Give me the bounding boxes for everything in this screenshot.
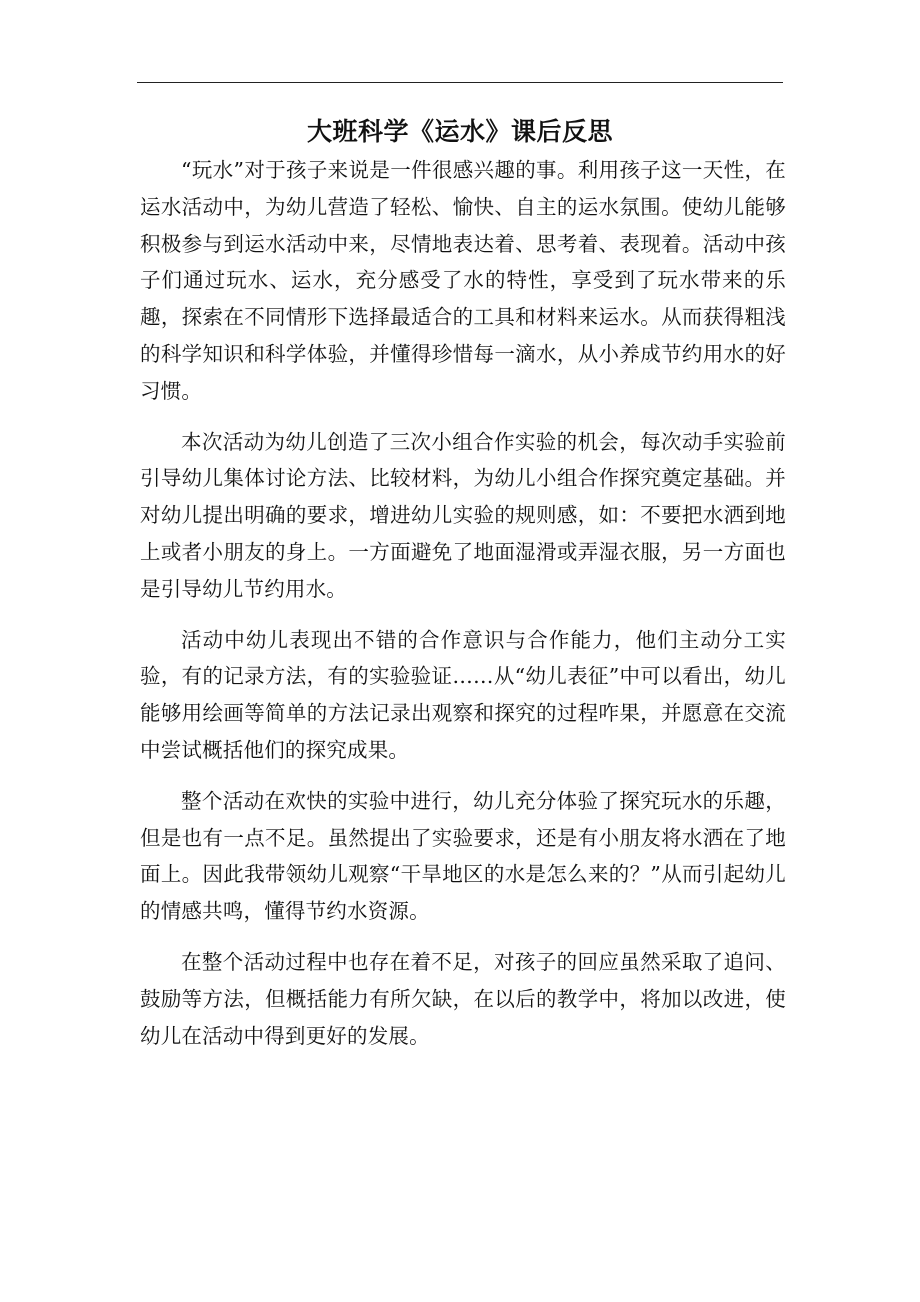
paragraph-2: 本次活动为幼儿创造了三次小组合作实验的机会，每次动手实验前引导幼儿集体讨论方法、比较材料，为幼儿小组合作探究奠定基础。并对幼儿提出明确的要求，增进幼儿实验的规则感，如：不要把水洒到地上或者小朋友的身上。一方面避免了地面湿滑或弄湿衣服，另一方面也是引导幼儿节约用水。 (140, 429, 786, 601)
paragraph-1: “玩水”对于孩子来说是一件很感兴趣的事。利用孩子这一天性，在运水活动中，为幼儿营造了轻松、愉快、自主的运水氛围。使幼儿能够积极参与到运水活动中来，尽情地表达着、思考着、表现着。活动中孩子们通过玩水、运水，充分感受了水的特性，享受到了玩水带来的乐趣，探索在不同情形下选择最适合的工具和材料来运水。从而获得粗浅的科学知识和科学体验，并懂得珍惜每一滴水，从小养成节约用水的好习惯。 (140, 158, 786, 403)
paragraph-3: 活动中幼儿表现出不错的合作意识与合作能力，他们主动分工实验，有的记录方法，有的实验验证……从“幼儿表征”中可以看出，幼儿能够用绘画等简单的方法记录出观察和探究的过程咋果，并愿意在交流中尝试概括他们的探究成果。 (140, 627, 786, 762)
paragraph-5: 在整个活动过程中也存在着不足，对孩子的回应虽然采取了追问、鼓励等方法，但概括能力有所欠缺，在以后的教学中，将加以改进，使幼儿在活动中得到更好的发展。 (140, 949, 786, 1048)
header-rule (137, 82, 783, 83)
page-title: 大班科学《运水》课后反思 (306, 117, 613, 146)
paragraph-4: 整个活动在欢快的实验中进行，幼儿充分体验了探究玩水的乐趣，但是也有一点不足。虽然提出了实验要求，还是有小朋友将水洒在了地面上。因此我带领幼儿观察“干旱地区的水是怎么来的？”从而引起幼儿的情感共鸣，懂得节约水资源。 (140, 788, 786, 924)
body-text (140, 152, 786, 1068)
